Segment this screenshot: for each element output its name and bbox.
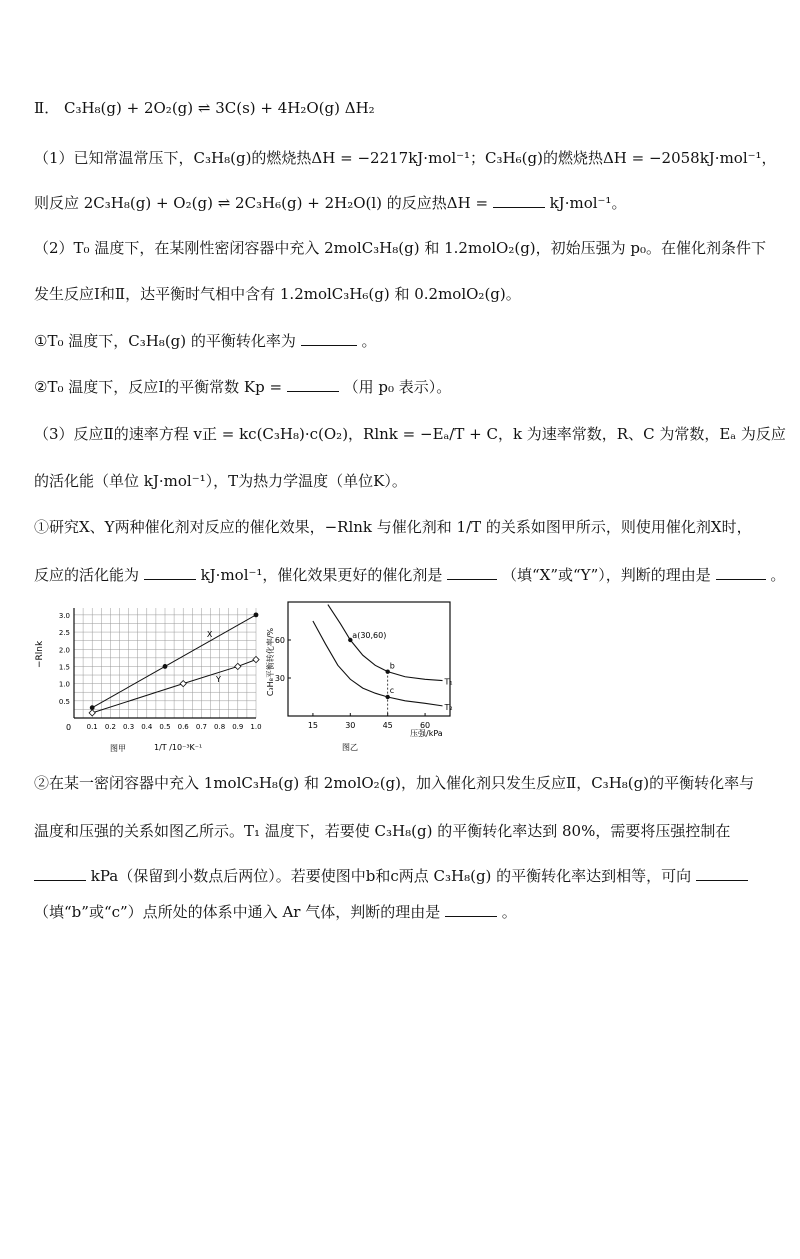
x-tick-label: 0.5 (159, 723, 171, 731)
data-point (89, 710, 95, 716)
series-label: T₂ (444, 702, 453, 712)
reaction-II-equation: Ⅱ． C₃H₈(g) + 2O₂(g) ⇌ 3C(s) + 4H₂O(g) ΔH₂ (34, 99, 375, 117)
chart-title: 图甲 (110, 744, 126, 753)
answer-blank[interactable] (493, 193, 545, 208)
point-label: c (389, 686, 395, 695)
x-tick-label: 15 (307, 721, 319, 730)
answer-blank[interactable] (287, 377, 339, 392)
answer-blank[interactable] (301, 331, 357, 346)
y-tick-label: 1.5 (58, 663, 70, 672)
q3-part1-line2: 反应的活化能为 kJ·mol⁻¹，催化效果更好的催化剂是 （填“X”或“Y”），判断的理由是 。 (34, 566, 786, 584)
series-line-T₁ (328, 605, 443, 681)
x-tick-label: 0.1 (86, 723, 98, 731)
y-tick-label: 2.5 (58, 629, 70, 638)
series-label: T₁ (444, 677, 453, 687)
q3-part2-line1: ②在某一密闭容器中充入 1molC₃H₈(g) 和 2molO₂(g)，加入催化剂只发生反应Ⅱ，C₃H₈(g)的平衡转化率与 (34, 774, 755, 792)
answer-blank[interactable] (144, 565, 196, 580)
q3-part2-line2: 温度和压强的关系如图乙所示。T₁ 温度下，若要使 C₃H₈(g) 的平衡转化率达到 80%，需要将压强控制在 (34, 822, 731, 840)
plot-frame (288, 602, 450, 716)
y-tick-label: 2.0 (58, 646, 70, 655)
data-point (254, 612, 259, 617)
q3-part2-line4: （填“b”或“c”）点所处的体系中通入 Ar 气体，判断的理由是 。 (34, 903, 517, 921)
answer-blank[interactable] (716, 565, 766, 580)
series-label: X (206, 630, 213, 640)
answer-blank[interactable] (445, 902, 497, 917)
chart-title: 图乙 (342, 743, 358, 752)
y-axis-label: C₃H₈平衡转化率/% (266, 627, 275, 697)
q2-part1: ①T₀ 温度下，C₃H₈(g) 的平衡转化率为 。 (34, 332, 377, 350)
data-point (253, 656, 259, 662)
x-tick-label: 0.6 (177, 723, 189, 731)
y-tick-label: 60 (274, 636, 285, 645)
y-tick-label: 1.0 (58, 680, 70, 689)
q2-part2: ②T₀ 温度下，反应Ⅰ的平衡常数 Kp = （用 p₀ 表示）。 (34, 378, 452, 396)
series-label: Y (215, 674, 221, 684)
data-point (163, 664, 168, 669)
q1-line1: （1）已知常温常压下，C₃H₈(g)的燃烧热ΔH = −2217kJ·mol⁻¹；C₃H₆(g)的燃烧热ΔH = −2058kJ·mol⁻¹， (34, 149, 777, 167)
answer-blank[interactable] (696, 866, 748, 881)
figure-yi-chart (262, 598, 462, 758)
x-tick-label: 0.4 (141, 723, 153, 731)
figure-jia-chart (30, 598, 270, 758)
point-label: a(30,60) (352, 631, 387, 640)
x-tick-label: 0.8 (214, 723, 226, 731)
x-tick-label: 30 (345, 721, 356, 730)
y-tick-label: 30 (274, 674, 285, 683)
x-axis-label: 1/T /10⁻³K⁻¹ (154, 743, 203, 752)
y-axis-label: −Rlnk (35, 640, 45, 668)
q3-line1: （3）反应Ⅱ的速率方程 v正 = kc(C₃H₈)·c(O₂)，Rlnk = −Eₐ/T + C，k 为速率常数，R、C 为常数，Eₐ 为反应 (34, 425, 786, 443)
series (313, 605, 453, 716)
x-tick-label: 1.0 (250, 723, 262, 731)
x-tick-labels (87, 723, 262, 731)
grid (74, 608, 256, 718)
x-tick-label: 0.3 (123, 723, 135, 731)
x-tick-label: 60 (419, 721, 431, 730)
y-tick-label: 0.5 (58, 697, 70, 706)
x-tick-label: 0.9 (232, 723, 244, 731)
y-tick-labels (59, 612, 70, 706)
q3-part1-line1: ①研究X、Y两种催化剂对反应的催化效果，−Rlnk 与催化剂和 1/T 的关系如图甲所示，则使用催化剂X时， (34, 518, 752, 536)
q3-line2: 的活化能（单位 kJ·mol⁻¹），T为热力学温度（单位K）。 (34, 472, 407, 490)
x-axis-label: 压强/kPa (410, 729, 443, 738)
q3-part2-line3: kPa（保留到小数点后两位）。若要使图中b和c两点 C₃H₈(g) 的平衡转化率达到相等，可向 (34, 866, 748, 886)
x-tick-label: 0.2 (104, 723, 116, 731)
x-tick-label: 0.7 (195, 723, 207, 731)
q2-line1: （2）T₀ 温度下，在某刚性密闭容器中充入 2molC₃H₈(g) 和 1.2molO₂(g)，初始压强为 p₀。在催化剂条件下 (34, 239, 767, 257)
origin-label: 0 (66, 723, 72, 732)
data-point (385, 695, 389, 699)
y-tick-label: 3.0 (58, 611, 70, 620)
answer-blank[interactable] (34, 866, 86, 881)
x-tick-label: 45 (382, 721, 393, 730)
q1-line2: 则反应 2C₃H₈(g) + O₂(g) ⇌ 2C₃H₆(g) + 2H₂O(l) 的反应热ΔH = kJ·mol⁻¹。 (34, 194, 627, 212)
data-point (235, 663, 241, 669)
q2-line2: 发生反应Ⅰ和Ⅱ，达平衡时气相中含有 1.2molC₃H₆(g) 和 0.2molO₂(g)。 (34, 285, 521, 303)
data-point (180, 681, 186, 687)
answer-blank[interactable] (447, 565, 497, 580)
point-label: b (389, 661, 395, 671)
